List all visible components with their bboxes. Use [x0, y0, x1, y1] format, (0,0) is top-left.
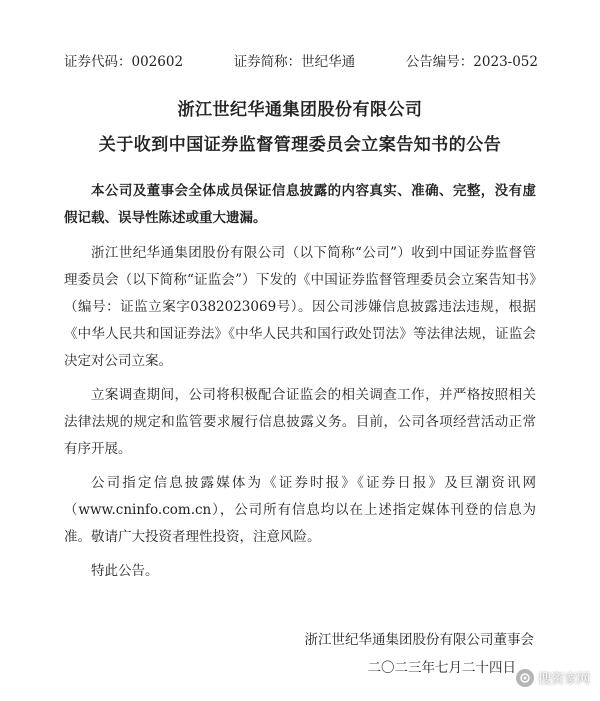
paragraph-investigation: 立案调查期间，公司将积极配合证监会的相关调查工作，并严格按照相关法律法规的规定和监管要求履行信息披露义务。目前，公司各项经营活动正常有序开展。	[64, 387, 536, 457]
paragraph-closing: 特此公告。	[91, 563, 159, 579]
header-row	[64, 50, 538, 70]
stock-code: 证券代码：002602	[64, 54, 184, 70]
stock-short-name: 证券简称：世纪华通	[233, 54, 356, 70]
signature-date: 二〇二三年七月二十四日	[367, 660, 516, 676]
signature-org: 浙江世纪华通集团股份有限公司董事会	[304, 632, 534, 648]
watermark-logo-icon	[516, 669, 534, 687]
notice-title: 关于收到中国证券监督管理委员会立案告知书的公告	[98, 135, 502, 155]
notice-number: 公告编号：2023-052	[405, 54, 538, 70]
disclosure-statement: 本公司及董事会全体成员保证信息披露的内容真实、准确、完整，没有虚假记载、误导性陈述或重大遗漏。	[64, 183, 536, 226]
watermark-text: 搜资家网	[537, 672, 590, 687]
company-title: 浙江世纪华通集团股份有限公司	[177, 100, 423, 120]
watermark	[516, 668, 590, 687]
paragraph-media: 公司指定信息披露媒体为《证券时报》《证券日报》及巨潮资讯网（www.cninfo.com.cn），公司所有信息均以在上述指定媒体刊登的信息为准。敬请广大投资者理性投资，注意风险。	[64, 475, 536, 545]
paragraph-filing: 浙江世纪华通集团股份有限公司（以下简称“公司”）收到中国证券监督管理委员会（以下简称“证监会”）下发的《中国证券监督管理委员会立案告知书》（编号：证监立案字0382023069号）。因公司涉嫌信息披露违法违规，根据《中华人民共和国证券法》《中华人民共和国行政处罚法》等法律法规，证监会决定对公司立案。	[64, 245, 536, 369]
